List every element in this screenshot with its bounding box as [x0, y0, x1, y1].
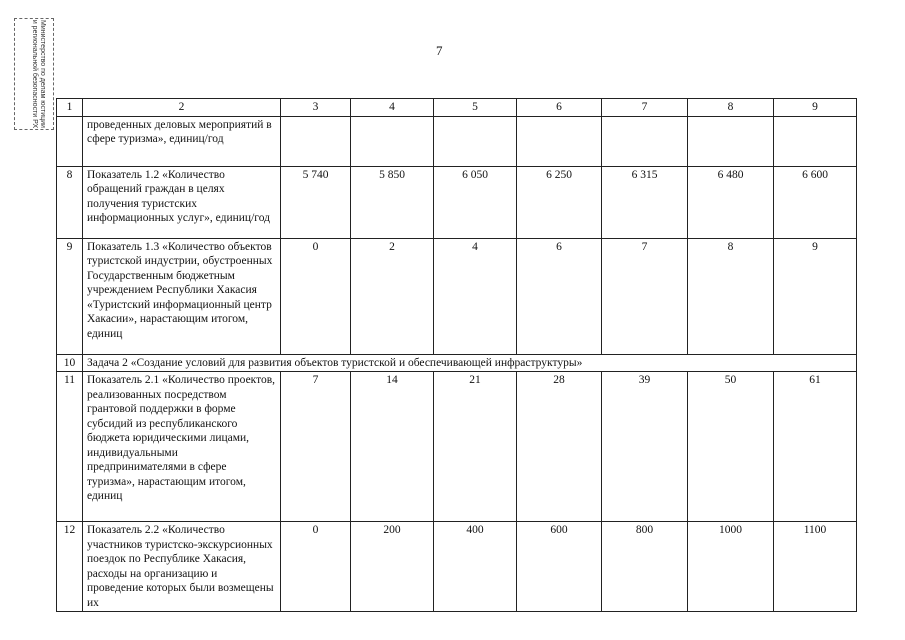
row-number-cell: 8 — [57, 166, 83, 238]
value-cell: 7 — [602, 238, 688, 354]
value-cell: 800 — [602, 522, 688, 612]
table-header-row — [57, 99, 857, 117]
header-cell: 9 — [774, 99, 857, 117]
value-cell: 6 250 — [517, 166, 602, 238]
value-cell: 1100 — [774, 522, 857, 612]
registration-stamp — [14, 18, 54, 130]
table-body — [57, 99, 857, 612]
header-cell: 7 — [602, 99, 688, 117]
indicator-label-cell: Показатель 1.2 «Количество обращений граждан в целях получения туристских информационных услуг», единиц/год — [83, 166, 281, 238]
header-cell: 8 — [688, 99, 774, 117]
value-cell — [517, 116, 602, 166]
value-cell — [602, 116, 688, 166]
value-cell: 61 — [774, 372, 857, 522]
header-cell: 1 — [57, 99, 83, 117]
value-cell: 0 — [281, 238, 351, 354]
value-cell: 6 050 — [434, 166, 517, 238]
indicators-table — [56, 98, 857, 612]
value-cell: 6 315 — [602, 166, 688, 238]
task-row — [57, 354, 857, 372]
stamp-text: Министерство по делам юстиции и региональной безопасности РХ — [31, 19, 46, 129]
value-cell: 1000 — [688, 522, 774, 612]
value-cell: 2 — [351, 238, 434, 354]
value-cell: 14 — [351, 372, 434, 522]
value-cell: 39 — [602, 372, 688, 522]
value-cell — [351, 116, 434, 166]
row-number-cell: 10 — [57, 354, 83, 372]
row-number-cell — [57, 116, 83, 166]
value-cell: 6 480 — [688, 166, 774, 238]
value-cell — [281, 116, 351, 166]
value-cell — [434, 116, 517, 166]
task-cell: Задача 2 «Создание условий для развития объектов туристской и обеспечивающей инфраструктуры» — [83, 354, 857, 372]
row-number-cell: 9 — [57, 238, 83, 354]
value-cell: 5 740 — [281, 166, 351, 238]
value-cell: 28 — [517, 372, 602, 522]
table-row — [57, 166, 857, 238]
indicator-label-cell: Показатель 2.2 «Количество участников туристско-экскурсионных поездок по Республике Хакасия, расходы на организацию и проведение которых были возмещены их — [83, 522, 281, 612]
value-cell: 21 — [434, 372, 517, 522]
value-cell: 5 850 — [351, 166, 434, 238]
header-cell: 5 — [434, 99, 517, 117]
header-cell: 6 — [517, 99, 602, 117]
value-cell: 0 — [281, 522, 351, 612]
indicator-label-cell: Показатель 2.1 «Количество проектов, реализованных посредством грантовой поддержки в форме субсидий из республиканского бюджета юридическими лицами, индивидуальными предпринимателями в сфере туризма», нарастающим итогом, единиц — [83, 372, 281, 522]
value-cell: 6 — [517, 238, 602, 354]
table-row — [57, 116, 857, 166]
header-cell: 4 — [351, 99, 434, 117]
value-cell: 4 — [434, 238, 517, 354]
page-number: 7 — [436, 43, 443, 58]
table-row — [57, 372, 857, 522]
value-cell: 50 — [688, 372, 774, 522]
value-cell: 6 600 — [774, 166, 857, 238]
value-cell: 7 — [281, 372, 351, 522]
value-cell — [688, 116, 774, 166]
value-cell: 9 — [774, 238, 857, 354]
header-cell: 2 — [83, 99, 281, 117]
value-cell: 200 — [351, 522, 434, 612]
value-cell: 400 — [434, 522, 517, 612]
indicator-label-cell: проведенных деловых мероприятий в сфере туризма», единиц/год — [83, 116, 281, 166]
value-cell: 8 — [688, 238, 774, 354]
row-number-cell: 11 — [57, 372, 83, 522]
indicator-label-cell: Показатель 1.3 «Количество объектов туристской индустрии, обустроенных Государственным бюджетным учреждением Республики Хакасия «Туристский информационный центр Хакасии», нарастающим итогом, единиц — [83, 238, 281, 354]
value-cell — [774, 116, 857, 166]
value-cell: 600 — [517, 522, 602, 612]
table-row — [57, 238, 857, 354]
header-cell: 3 — [281, 99, 351, 117]
row-number-cell: 12 — [57, 522, 83, 612]
table-row — [57, 522, 857, 612]
